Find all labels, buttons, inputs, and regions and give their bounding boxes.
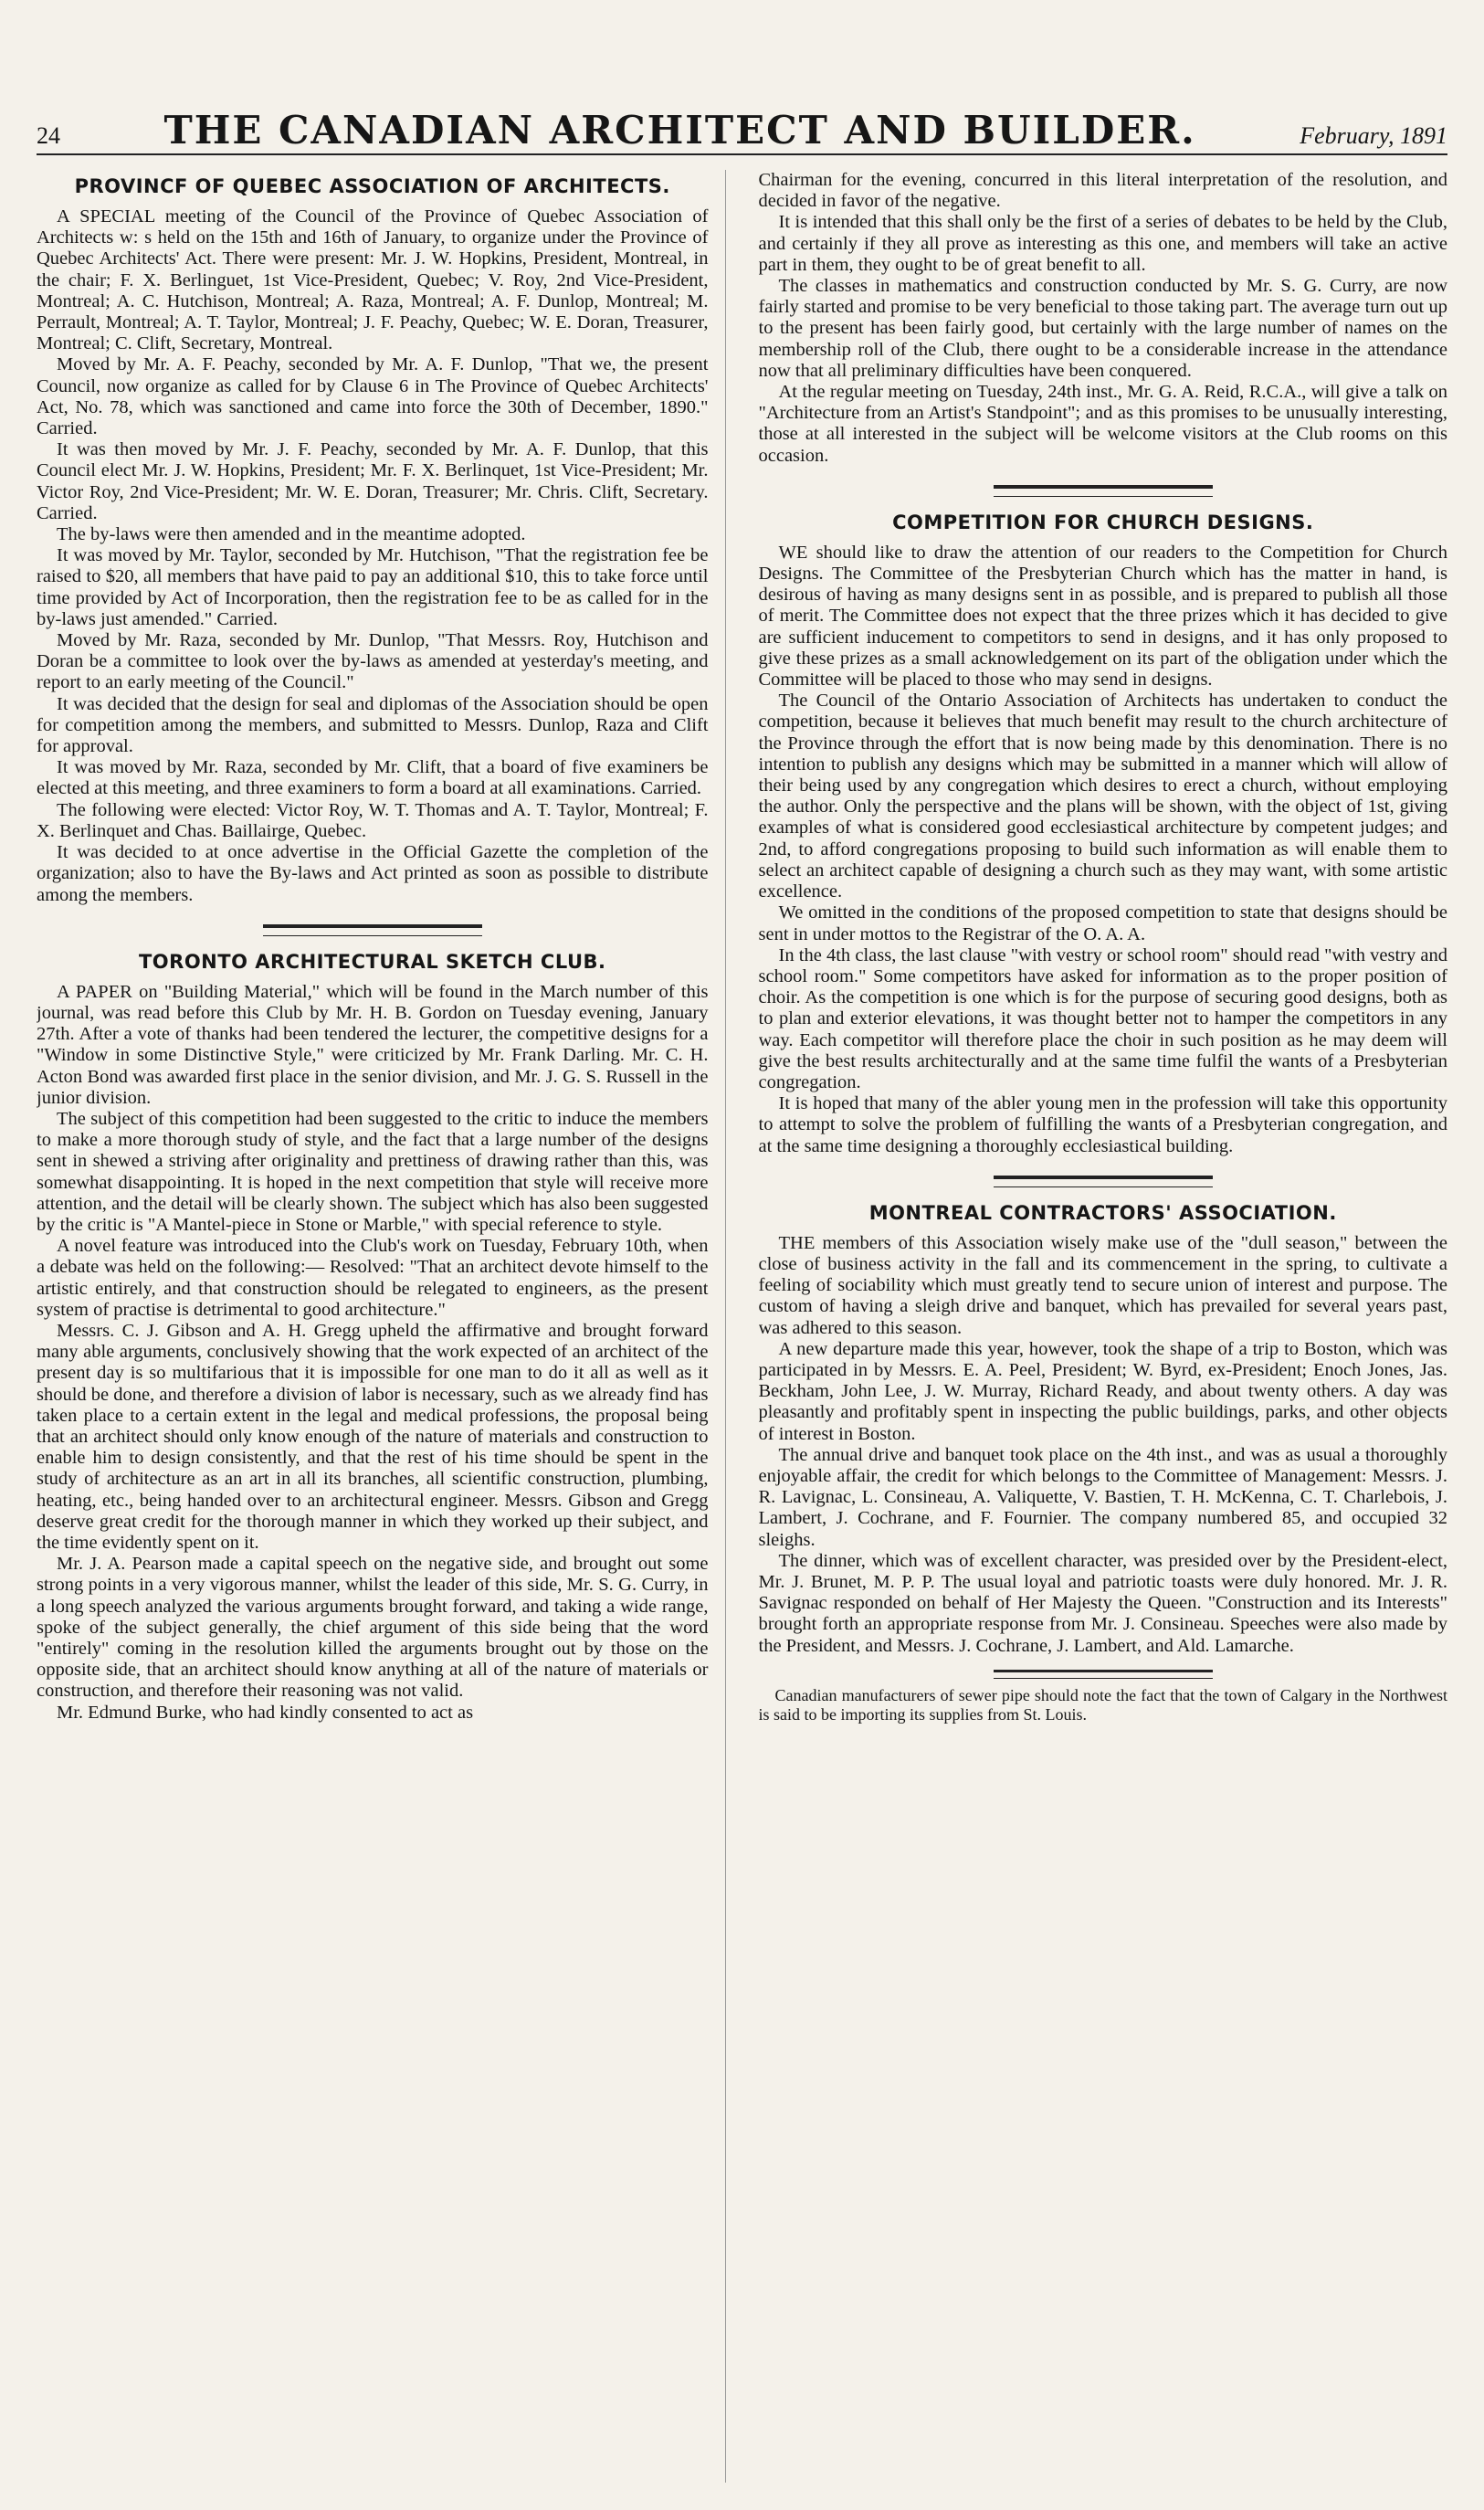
right-column — [759, 170, 1448, 2483]
paragraph: Messrs. C. J. Gibson and A. H. Gregg upheld the affirmative and brought forward many able arguments, conclusively showing that the work expected of an architect of the present day is so multifarious that it is impossible for one man to do it all as well as it should be done, and therefore a division of labor is necessary, such as we already find has taken place to a certain extent in the legal and medical professions, the proposal being that an architect should only know enough of the nature of materials and construction to enable him to design consistently, and that the rest of his time should be spent in the study of architecture as an art in all its branches, all scientific construction, plumbing, heating, etc., being handed over to an architectural engineer. Messrs. Gibson and Gregg deserve great credit for the thorough manner in which they worked up their subject, and the time evidently spent on it. — [37, 1320, 709, 1553]
paragraph: WE should like to draw the attention of our readers to the Competition for Church Designs. The Committee of the Presbyterian Church which has the matter in hand, is desirous of having as many designs sent in as possible, and is prepared to publish all those of merit. The Committee does not expect that the three prizes which it has decided to give are sufficient inducement to competitors to send in designs, and it has only proposed to give these prizes as a small acknowledgement on its part of the obligation under which the Committee will be placed to those who may send in designs. — [758, 542, 1447, 691]
section-divider — [37, 924, 709, 936]
masthead-title: THE CANADIAN ARCHITECT AND BUILDER. — [163, 108, 1196, 153]
paragraph: The Council of the Ontario Association of Architects has undertaken to conduct the competition, because it believes that much benefit may result to the church architecture of the Province through the effort that is now being made by this denomination. There is no intention to publish any designs which may be submitted in a manner which will allow of their being used by any congregation which desires to erect a church, without employing the author. Only the perspective and the plans will be shown, with the object of 1st, giving examples of what is considered good ecclesiastical architecture by competent judges; and 2nd, to afford congregations proposing to build such information as will enable them to select an architect capable of designing a church such as they may want, with some artistic excellence. — [758, 691, 1447, 902]
article-heading: COMPETITION FOR CHURCH DESIGNS. — [892, 511, 1314, 533]
paragraph: Moved by Mr. Raza, seconded by Mr. Dunlop, "That Messrs. Roy, Hutchison and Doran be a committee to look over the by-laws as amended at yesterday's meeting, and report to an early meeting of the Council." — [37, 630, 709, 693]
paragraph: A PAPER on "Building Material," which will be found in the March number of this journal, was read before this Club by Mr. H. B. Gordon on Tuesday evening, January 27th. After a vote of thanks had been tendered the lecturer, the competitive designs for a "Window in some Distinctive Style," were criticized by Mr. Frank Darling. Mr. C. H. Acton Bond was awarded first place in the senior division, and Mr. J. G. S. Russell in the junior division. — [37, 981, 709, 1108]
paragraph: Moved by Mr. A. F. Peachy, seconded by Mr. A. F. Dunlop, "That we, the present Council, now organize as called for by Clause 6 in The Province of Quebec Architects' Act, No. 78, which was sanctioned and came into force the 30th of December, 1890." Carried. — [37, 354, 709, 439]
article-heading: MONTREAL CONTRACTORS' ASSOCIATION. — [868, 1201, 1337, 1224]
paragraph: The annual drive and banquet took place on the 4th inst., and was as usual a thoroughly enjoyable affair, the credit for which belongs to the Committee of Management: Messrs. J. R. Lavignac, L. Consineau, A. Valiquette, V. Bastien, T. H. McKenna, C. T. Charlebois, J. Lambert, J. Cochrane, and F. Fournier. The company numbered 85, and occupied 32 sleighs. — [758, 1444, 1447, 1550]
article-montreal-contractors — [759, 1202, 1448, 1657]
article-church-designs — [759, 511, 1448, 1157]
note-divider — [994, 1670, 1213, 1679]
page-number: 24 — [37, 122, 60, 149]
paragraph: It was decided to at once advertise in the Official Gazette the completion of the organization; also to have the By-laws and Act printed as soon as possible to distribute among the members. — [37, 842, 709, 905]
section-divider — [759, 485, 1448, 497]
issue-date: February, 1891 — [1300, 122, 1447, 149]
paragraph: It was moved by Mr. Taylor, seconded by Mr. Hutchison, "That the registration fee be raised to $20, all members that have paid to pay an additional $10, this to take force until time provided by Act of Incorporation, then the registration fee to be as called for in the by-laws just amended." Carried. — [37, 545, 709, 629]
article-quebec-association — [37, 175, 709, 906]
paragraph: The following were elected: Victor Roy, W. T. Thomas and A. T. Taylor, Montreal; F. X. Berlinquet and Chas. Baillairge, Quebec. — [37, 799, 709, 841]
paragraph: It is intended that this shall only be the first of a series of debates to be held by the Club, and certainly if they all prove as interesting as this one, and members will take an active part in them, they ought to be of great benefit to all. — [758, 212, 1447, 275]
paragraph: It was decided that the design for seal and diplomas of the Association should be open for competition among the members, and submitted to Messrs. Dunlop, Raza and Clift for approval. — [37, 693, 709, 757]
article-heading: PROVINCF OF QUEBEC ASSOCIATION OF ARCHITECTS. — [74, 175, 670, 197]
paragraph: We omitted in the conditions of the proposed competition to state that designs should be sent in under mottos to the Registrar of the O. A. A. — [758, 902, 1447, 944]
paragraph: A novel feature was introduced into the Club's work on Tuesday, February 10th, when a debate was held on the following:— Resolved: "That an architect devote himself to the artistic entirely, and that construction should be relegated to engineers, as the present system of practise is detrimental to good architecture." — [37, 1236, 709, 1320]
paragraph: The by-laws were then amended and in the meantime adopted. — [57, 524, 526, 545]
paragraph: It was moved by Mr. Raza, seconded by Mr. Clift, that a board of five examiners be elected at this meeting, and three examiners to form a board at all examinations. Carried. — [37, 757, 709, 799]
paragraph: It is hoped that many of the abler young men in the profession will take this opportunity to attempt to solve the problem of fulfilling the wants of a Presbyterian congregation, and at the same time designing a thoroughly ecclesiastical building. — [758, 1093, 1447, 1156]
columns — [37, 170, 1447, 2483]
article-toronto-sketch-club-continued — [759, 170, 1448, 467]
paragraph: A new departure made this year, however, took the shape of a trip to Boston, which was participated in by Messrs. E. A. Peel, President; W. Byrd, ex-President; Enoch Jones, Jas. Beckham, John Lee, J. W. Murray, Richard Ready, and about twenty others. A day was pleasantly and profitably spent in inspecting the public buildings, parks, and other objects of interest in Boston. — [758, 1338, 1447, 1444]
article-toronto-sketch-club — [37, 951, 709, 1724]
paragraph: Mr. J. A. Pearson made a capital speech on the negative side, and brought out some strong points in a very vigorous manner, whilst the leader of this side, Mr. S. G. Curry, in a long speech analyzed the various arguments brought forward, and taking a wide range, spoke of the subject generally, the chief argument of this side being that the word "entirely" coming in the resolution killed the arguments brought out by those on the opposite side, that an architect should know anything at all of the nature of materials or construction, and therefore their reasoning was not valid. — [37, 1554, 709, 1702]
paragraph: Mr. Edmund Burke, who had kindly consented to act as — [57, 1702, 474, 1723]
paragraph: THE members of this Association wisely make use of the "dull season," between the close of business activity in the fall and its commencement in the spring, to cultivate a feeling of sociability which must greatly tend to secure union of interest and purpose. The custom of having a sleigh drive and banquet, which has prevailed for several years past, was adhered to this season. — [758, 1232, 1447, 1338]
article-heading: TORONTO ARCHITECTURAL SKETCH CLUB. — [138, 950, 606, 973]
paragraph: In the 4th class, the last clause "with vestry or school room" should read "with vestry and school room." Some competitors have asked for information as to the proper position of choir. As the competition is one which is for the purpose of securing good designs, both as to plan and exterior elevations, it was thought better not to hamper the competitors in any way. Each competitor will therefore place the choir in such position as he may deem will give the best results architecturally and at the same time fulfil the wants of a Presbyterian congregation. — [758, 944, 1447, 1092]
paragraph: At the regular meeting on Tuesday, 24th inst., Mr. G. A. Reid, R.C.A., will give a talk on "Architecture from an Artist's Standpoint"; and as this promises to be unusually interesting, those at all interested in the subject will be welcome visitors at the Club rooms on this occasion. — [758, 382, 1447, 466]
paragraph: The classes in mathematics and construction conducted by Mr. S. G. Curry, are now fairly started and promise to be very beneficial to those taking part. The average turn out up to the present has been fairly good, but certainly with the large number of names on the membership roll of the Club, there ought to be a considerable increase in the attendance now that all preliminary difficulties have been conquered. — [758, 276, 1447, 381]
paragraph: The dinner, which was of excellent character, was presided over by the President-elect, Mr. J. Brunet, M. P. P. The usual loyal and patriotic toasts were duly honored. Mr. J. R. Savignac responded on behalf of Her Majesty the Queen. "Construction and its Interests" brought forth an appropriate response from Mr. J. Consineau. Speeches were also made by the President, and Messrs. J. Cochrane, J. Lambert, and Ald. Lamarche. — [758, 1550, 1447, 1656]
section-divider — [759, 1176, 1448, 1187]
page-header — [37, 108, 1447, 155]
paragraph: A SPECIAL meeting of the Council of the Province of Quebec Association of Architects w: s held on the 15th and 16th of January, to organize under the Province of Quebec Architects' Act. There were present: Mr. J. W. Hopkins, President, Montreal, in the chair; F. X. Berlinguet, 1st Vice-President, Quebec; V. Roy, 2nd Vice-President, Montreal; A. C. Hutchison, Montreal; A. Raza, Montreal; A. F. Dunlop, Montreal; M. Perrault, Montreal; A. T. Taylor, Montreal; J. F. Peachy, Quebec; W. E. Doran, Treasurer, Montreal; C. Clift, Secretary, Montreal. — [37, 206, 709, 354]
paragraph: It was then moved by Mr. J. F. Peachy, seconded by Mr. A. F. Dunlop, that this Council elect Mr. J. W. Hopkins, President; Mr. F. X. Berlinquet, 1st Vice-President; Mr. Victor Roy, 2nd Vice-President; Mr. W. E. Doran, Treasurer; Mr. Chris. Clift, Secretary. Carried. — [37, 439, 709, 523]
paragraph: Chairman for the evening, concurred in this literal interpretation of the resolution, and decided in favor of the negative. — [758, 170, 1447, 212]
footnote: Canadian manufacturers of sewer pipe should note the fact that the town of Calgary in the Northwest is said to be importing its supplies from St. Louis. — [758, 1685, 1447, 1724]
paragraph: The subject of this competition had been suggested to the critic to induce the members to make a more thorough study of style, and the fact that a large number of the designs sent in shewed a striving after originality and prettiness of drawing rather than this, was somewhat disappointing. It is hoped in the next competition that style will receive more attention, and the detail will be clearly shown. The subject which has also been suggested by the critic is "A Mantel-piece in Stone or Marble," with special reference to style. — [37, 1108, 709, 1235]
left-column — [37, 170, 726, 2483]
